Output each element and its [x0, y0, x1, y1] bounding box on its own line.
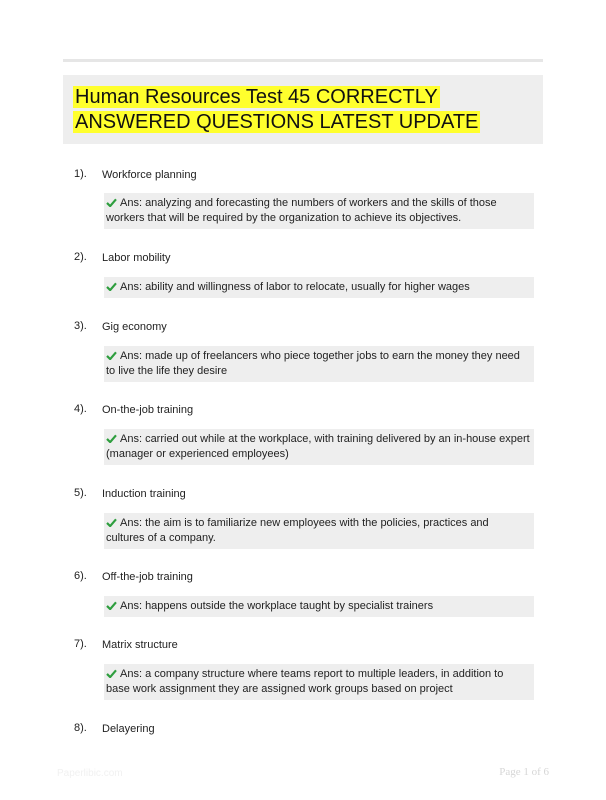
question-term: Off-the-job training: [102, 571, 193, 583]
question-term: Labor mobility: [102, 252, 171, 264]
question-term: Gig economy: [102, 321, 167, 333]
document-title: Human Resources Test 45 CORRECTLY ANSWERED QUESTIONS LATEST UPDATE: [75, 86, 479, 133]
footer-watermark: Paperlibic.com: [57, 768, 123, 779]
check-icon: [106, 601, 117, 610]
page-indicator: Page 1 of 6: [499, 766, 549, 778]
check-icon: [106, 669, 117, 678]
check-icon: [106, 434, 117, 443]
answer-box: [104, 596, 534, 617]
answer-text: Ans: ability and willingness of labor to relocate, usually for higher wages: [120, 281, 470, 293]
answer-box: [104, 346, 534, 382]
question-number: 7).: [74, 638, 87, 650]
question-number: 5).: [74, 487, 87, 499]
check-icon: [106, 518, 117, 527]
answer-text: Ans: carried out while at the workplace, with training delivered by an in-house expert (manager or experienced employees): [106, 433, 530, 460]
question-term: Induction training: [102, 488, 186, 500]
question-number: 4).: [74, 403, 87, 415]
answer-text: Ans: the aim is to familiarize new employees with the policies, practices and cultures of a company.: [106, 517, 489, 544]
question-number: 2).: [74, 251, 87, 263]
question-term: Delayering: [102, 723, 155, 735]
question-term: Workforce planning: [102, 169, 197, 181]
top-divider: [63, 59, 543, 62]
answer-box: [104, 193, 534, 229]
check-icon: [106, 282, 117, 291]
answer-text: Ans: made up of freelancers who piece together jobs to earn the money they need to live the life they desire: [106, 350, 520, 377]
question-number: 8).: [74, 722, 87, 734]
question-number: 3).: [74, 320, 87, 332]
answer-text: Ans: happens outside the workplace taught by specialist trainers: [120, 600, 434, 612]
question-number: 1).: [74, 168, 87, 180]
answer-text: Ans: a company structure where teams report to multiple leaders, in addition to base work assignment they are assigned work groups based on project: [106, 668, 504, 695]
answer-box: [104, 429, 534, 465]
answer-box: [104, 513, 534, 549]
answer-box: [104, 664, 534, 700]
answer-box: [104, 277, 534, 298]
question-number: 6).: [74, 570, 87, 582]
question-term: On-the-job training: [102, 404, 194, 416]
check-icon: [106, 198, 117, 207]
question-term: Matrix structure: [102, 639, 178, 651]
answer-text: Ans: analyzing and forecasting the numbers of workers and the skills of those workers that will be required by the organization to achieve its objectives.: [106, 197, 497, 224]
check-icon: [106, 351, 117, 360]
title-banner: [63, 75, 543, 144]
